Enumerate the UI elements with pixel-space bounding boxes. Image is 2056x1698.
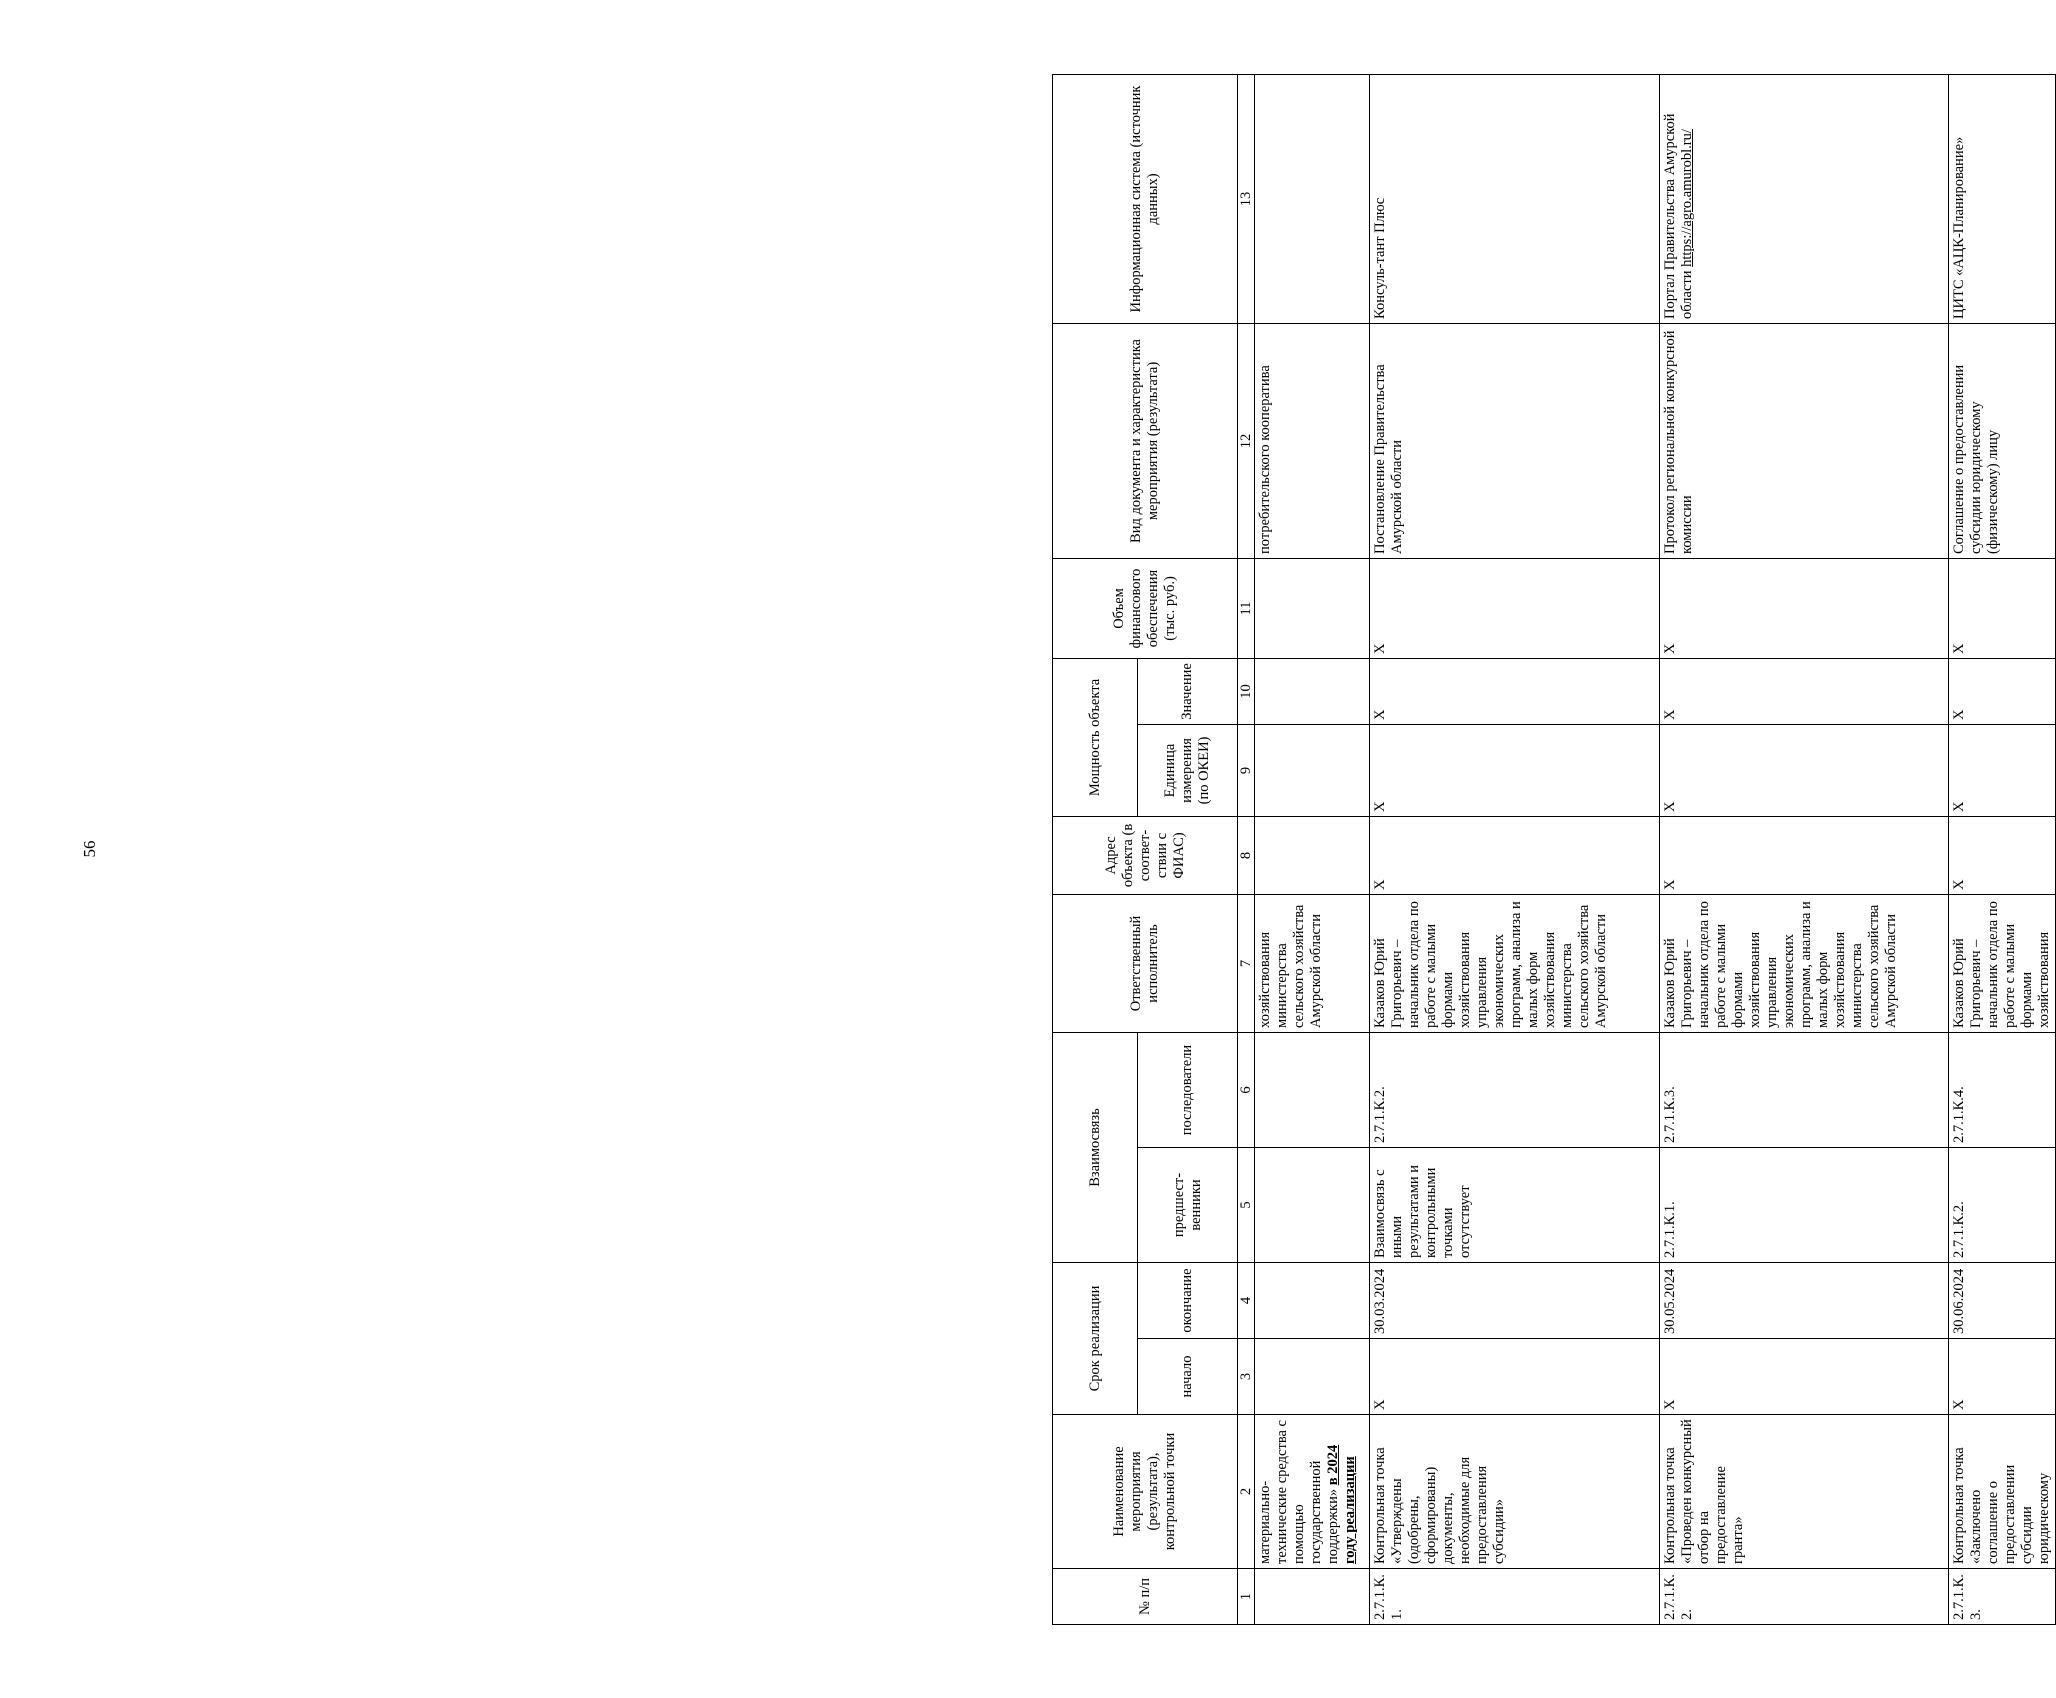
header-unit: Единица измерения (по ОКЕИ) (1138, 724, 1238, 816)
cell-name: Контрольная точка «Заключено соглашение о предоставлении субсидии юридическому (1949, 1415, 2056, 1569)
cell-pred (1255, 1148, 1370, 1263)
table-row (1949, 74, 2056, 1624)
cell-doc: потребительского кооператива (1255, 323, 1370, 558)
cell-addr: X (1949, 816, 2056, 894)
header-link: Взаимосвязь (1053, 1032, 1138, 1262)
cell-succ: 2.7.1.К.4. (1949, 1032, 2056, 1147)
cell-start (1255, 1339, 1370, 1415)
table-row (1370, 74, 1660, 1624)
portal-link[interactable]: https://agro.amurobl.ru/ (1679, 129, 1695, 267)
cell-num: 2.7.1.К.3. (1949, 1569, 2056, 1625)
col-number: 12 (1238, 323, 1255, 558)
col-number: 6 (1238, 1032, 1255, 1147)
cell-name-emphasis: в 2024 году реализации (1325, 1444, 1358, 1564)
header-start: начало (1138, 1339, 1238, 1415)
cell-resp: хозяйствования министерства сельского хозяйства Амурской области (1255, 894, 1370, 1032)
rotated-page-content (1052, 75, 2052, 1625)
col-number: 11 (1238, 558, 1255, 658)
cell-info: ЦИТС «АЦК-Планирование» (1949, 74, 2056, 323)
cell-name: Контрольная точка «Проведен конкурсный отбор на предоставление гранта» (1660, 1415, 1949, 1569)
cell-doc: Соглашение о предоставлении субсидии юридическому (физическому) лицу (1949, 323, 2056, 558)
col-number: 2 (1238, 1415, 1255, 1569)
col-number: 9 (1238, 724, 1255, 816)
cell-pred: Взаимосвязь с иными результатами и контрольными точками отсутствует (1370, 1148, 1660, 1263)
header-addr: Адрес объекта (в соответ-ствии с ФИАС) (1053, 816, 1238, 894)
cell-unit (1255, 724, 1370, 816)
cell-end (1255, 1263, 1370, 1339)
cell-end: 30.06.2024 (1949, 1263, 2056, 1339)
header-volume: Объем финансового обеспечения (тыс. руб.) (1053, 558, 1238, 658)
header-name: Наименование мероприятия (результата), контрольной точки (1053, 1415, 1238, 1569)
header-pred: предшест-венники (1138, 1148, 1238, 1263)
col-number: 1 (1238, 1569, 1255, 1625)
cell-addr (1255, 816, 1370, 894)
cell-name-text: материально-технические средства с помощью государственной поддержки» (1257, 1420, 1341, 1564)
cell-addr: X (1370, 816, 1660, 894)
cell-doc: Постановление Правительства Амурской области (1370, 323, 1660, 558)
cell-name (1255, 1415, 1370, 1569)
cell-volume: X (1660, 558, 1949, 658)
header-row-top (1053, 74, 1138, 1624)
plan-table (1052, 74, 2056, 1625)
cell-unit: X (1370, 724, 1660, 816)
header-resp: Ответственный исполнитель (1053, 894, 1238, 1032)
col-number: 4 (1238, 1263, 1255, 1339)
cell-value: X (1949, 658, 2056, 724)
col-number: 3 (1238, 1339, 1255, 1415)
cell-succ: 2.7.1.К.2. (1370, 1032, 1660, 1147)
cell-succ (1255, 1032, 1370, 1147)
col-number: 5 (1238, 1148, 1255, 1263)
header-num: № п/п (1053, 1569, 1238, 1625)
header-succ: последователи (1138, 1032, 1238, 1147)
cell-unit: X (1949, 724, 2056, 816)
cell-name: Контрольная точка «Утверждены (одобрены, сформированы) документы, необходимые для предоставления субсидии» (1370, 1415, 1660, 1569)
header-end: окончание (1138, 1263, 1238, 1339)
cell-start: X (1370, 1339, 1660, 1415)
cell-info (1255, 74, 1370, 323)
cell-num: 2.7.1.К.2. (1660, 1569, 1949, 1625)
cell-succ: 2.7.1.К.3. (1660, 1032, 1949, 1147)
cell-value: X (1370, 658, 1660, 724)
page-number: 56 (80, 840, 99, 858)
cell-resp: Казаков Юрий Григорьевич – начальник отдела по работе с малыми формами хозяйствования управления экономических программ, анализа и малых форм хозяйствования министерства сельского хозяйства Амурской области (1660, 894, 1949, 1032)
cell-resp: Казаков Юрий Григорьевич – начальник отдела по работе с малыми формами хозяйствования управления экономических программ, анализа и малых форм хозяйствования министерства сельского хозяйства Амурской области (1370, 894, 1660, 1032)
cell-info (1660, 74, 1949, 323)
cell-value: X (1660, 658, 1949, 724)
cell-end: 30.05.2024 (1660, 1263, 1949, 1339)
cell-unit: X (1660, 724, 1949, 816)
col-number: 10 (1238, 658, 1255, 724)
header-term: Срок реализации (1053, 1263, 1138, 1415)
cell-end: 30.03.2024 (1370, 1263, 1660, 1339)
cell-num: 2.7.1.К.1. (1370, 1569, 1660, 1625)
cell-pred: 2.7.1.К.1. (1660, 1148, 1949, 1263)
cell-num (1255, 1569, 1370, 1625)
cell-addr: X (1660, 816, 1949, 894)
col-number: 8 (1238, 816, 1255, 894)
cell-resp: Казаков Юрий Григорьевич – начальник отдела по работе с малыми формами хозяйствования (1949, 894, 2056, 1032)
cell-info-text: Портал Правительства Амурской области (1662, 113, 1695, 319)
table-row (1660, 74, 1949, 1624)
table-row (1255, 74, 1370, 1624)
header-doc: Вид документа и характеристика мероприятия (результата) (1053, 323, 1238, 558)
column-number-row (1238, 74, 1255, 1624)
cell-start: X (1949, 1339, 2056, 1415)
cell-volume: X (1949, 558, 2056, 658)
header-value: Значение (1138, 658, 1238, 724)
col-number: 7 (1238, 894, 1255, 1032)
col-number: 13 (1238, 74, 1255, 323)
cell-start: X (1660, 1339, 1949, 1415)
header-info: Информационная система (источник данных) (1053, 74, 1238, 323)
cell-doc: Протокол региональной конкурсной комиссии (1660, 323, 1949, 558)
cell-volume: X (1370, 558, 1660, 658)
cell-value (1255, 658, 1370, 724)
cell-info: Консуль-тант Плюс (1370, 74, 1660, 323)
cell-volume (1255, 558, 1370, 658)
cell-pred: 2.7.1.К.2. (1949, 1148, 2056, 1263)
header-power: Мощность объекта (1053, 658, 1138, 816)
